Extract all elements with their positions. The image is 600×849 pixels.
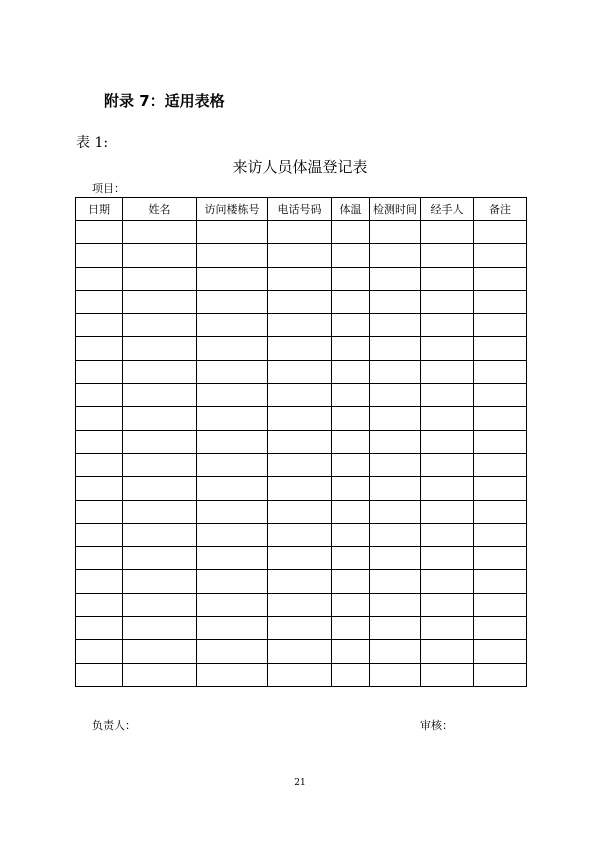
table-cell <box>421 290 474 313</box>
table-cell <box>370 244 421 267</box>
column-header-temperature: 体温 <box>332 198 370 221</box>
table-cell <box>474 221 527 244</box>
table-cell <box>474 360 527 383</box>
table-cell <box>76 384 123 407</box>
table-cell <box>474 570 527 593</box>
table-cell <box>197 337 268 360</box>
visitor-temperature-register-table <box>75 197 527 687</box>
table-cell <box>474 290 527 313</box>
table-cell <box>421 337 474 360</box>
table-row <box>76 547 527 570</box>
table-cell <box>197 430 268 453</box>
table-cell <box>268 267 332 290</box>
table-cell <box>197 221 268 244</box>
responsible-person-label: 负责人： <box>92 719 136 732</box>
table-cell <box>197 547 268 570</box>
table-body <box>76 221 527 687</box>
table-cell <box>332 663 370 686</box>
table-cell <box>197 477 268 500</box>
table-cell <box>332 360 370 383</box>
table-row <box>76 663 527 686</box>
table-cell <box>268 290 332 313</box>
table-cell <box>421 221 474 244</box>
table-cell <box>332 523 370 546</box>
table-cell <box>332 384 370 407</box>
table-cell <box>332 570 370 593</box>
table-cell <box>421 267 474 290</box>
table-cell <box>268 453 332 476</box>
table-cell <box>474 523 527 546</box>
table-cell <box>197 663 268 686</box>
table-cell <box>421 570 474 593</box>
table-cell <box>332 617 370 640</box>
table-cell <box>370 570 421 593</box>
table-cell <box>268 244 332 267</box>
table-cell <box>474 617 527 640</box>
table-cell <box>474 547 527 570</box>
table-cell <box>197 267 268 290</box>
table-header-row <box>76 198 527 221</box>
table-cell <box>197 244 268 267</box>
table-cell <box>421 547 474 570</box>
table-cell <box>370 360 421 383</box>
table-cell <box>268 547 332 570</box>
table-cell <box>268 337 332 360</box>
table-cell <box>474 430 527 453</box>
table-row <box>76 500 527 523</box>
table-cell <box>197 523 268 546</box>
table-cell <box>76 500 123 523</box>
table-cell <box>370 617 421 640</box>
column-header-name: 姓名 <box>123 198 197 221</box>
table-cell <box>474 477 527 500</box>
table-cell <box>332 477 370 500</box>
column-header-handler: 经手人 <box>421 198 474 221</box>
table-row <box>76 617 527 640</box>
table-cell <box>268 593 332 616</box>
table-cell <box>123 314 197 337</box>
table-cell <box>123 640 197 663</box>
table-cell <box>421 453 474 476</box>
table-row <box>76 477 527 500</box>
table-cell <box>76 593 123 616</box>
table-cell <box>76 617 123 640</box>
page-number: 21 <box>294 778 306 788</box>
table-cell <box>76 360 123 383</box>
table-cell <box>123 523 197 546</box>
table-cell <box>370 523 421 546</box>
table-cell <box>123 430 197 453</box>
table-cell <box>332 407 370 430</box>
table-cell <box>197 384 268 407</box>
table-cell <box>268 221 332 244</box>
table-cell <box>421 500 474 523</box>
table-cell <box>421 384 474 407</box>
table-cell <box>197 453 268 476</box>
table-cell <box>370 337 421 360</box>
table-row <box>76 570 527 593</box>
table-cell <box>268 570 332 593</box>
table-cell <box>76 523 123 546</box>
table-label: 表 1: <box>76 135 109 151</box>
table-cell <box>123 290 197 313</box>
table-cell <box>268 617 332 640</box>
table-cell <box>123 337 197 360</box>
table-cell <box>370 290 421 313</box>
table-cell <box>123 477 197 500</box>
table-cell <box>123 593 197 616</box>
appendix-title: 附录 7：适用表格 <box>104 92 225 110</box>
review-label: 审核： <box>420 719 453 732</box>
table-cell <box>370 407 421 430</box>
table-cell <box>76 547 123 570</box>
table-cell <box>474 407 527 430</box>
table-cell <box>421 360 474 383</box>
table-cell <box>197 360 268 383</box>
table-cell <box>332 500 370 523</box>
table-row <box>76 523 527 546</box>
table-cell <box>76 314 123 337</box>
table-cell <box>421 430 474 453</box>
column-header-phone: 电话号码 <box>268 198 332 221</box>
table-cell <box>123 221 197 244</box>
table-cell <box>123 453 197 476</box>
form-title: 来访人员体温登记表 <box>232 158 368 176</box>
table-cell <box>332 290 370 313</box>
table-cell <box>421 244 474 267</box>
table-cell <box>474 337 527 360</box>
table-cell <box>370 547 421 570</box>
table-cell <box>268 523 332 546</box>
table-cell <box>421 314 474 337</box>
table-cell <box>332 314 370 337</box>
table-cell <box>268 477 332 500</box>
table-cell <box>76 337 123 360</box>
table-cell <box>474 453 527 476</box>
table-row <box>76 407 527 430</box>
table-cell <box>370 430 421 453</box>
column-header-building: 访问楼栋号 <box>197 198 268 221</box>
table-cell <box>370 663 421 686</box>
table-cell <box>474 314 527 337</box>
table-cell <box>123 570 197 593</box>
table-cell <box>197 500 268 523</box>
table-cell <box>370 500 421 523</box>
table-cell <box>268 314 332 337</box>
table-cell <box>332 221 370 244</box>
table-cell <box>197 314 268 337</box>
table-cell <box>197 593 268 616</box>
table-cell <box>474 593 527 616</box>
table-cell <box>474 384 527 407</box>
table-row <box>76 430 527 453</box>
table-cell <box>123 360 197 383</box>
table-cell <box>268 500 332 523</box>
table-row <box>76 290 527 313</box>
table-row <box>76 221 527 244</box>
table-cell <box>76 407 123 430</box>
table-cell <box>332 640 370 663</box>
table-cell <box>370 267 421 290</box>
table-row <box>76 384 527 407</box>
table-cell <box>197 290 268 313</box>
table-cell <box>370 477 421 500</box>
table-cell <box>370 384 421 407</box>
table-row <box>76 267 527 290</box>
table-cell <box>76 453 123 476</box>
table-cell <box>76 477 123 500</box>
column-header-remarks: 备注 <box>474 198 527 221</box>
table-row <box>76 640 527 663</box>
table-cell <box>332 337 370 360</box>
table-cell <box>123 384 197 407</box>
table-cell <box>268 663 332 686</box>
table-cell <box>421 663 474 686</box>
table-cell <box>332 430 370 453</box>
table-row <box>76 337 527 360</box>
table-cell <box>332 453 370 476</box>
table-cell <box>370 314 421 337</box>
table-cell <box>421 477 474 500</box>
table-cell <box>268 360 332 383</box>
table-cell <box>370 453 421 476</box>
table-row <box>76 453 527 476</box>
table-cell <box>123 407 197 430</box>
table-cell <box>332 547 370 570</box>
table-cell <box>76 267 123 290</box>
table-cell <box>123 244 197 267</box>
table-row <box>76 314 527 337</box>
table-cell <box>123 267 197 290</box>
column-header-check-time: 检测时间 <box>370 198 421 221</box>
table-cell <box>474 244 527 267</box>
table-cell <box>474 267 527 290</box>
table-cell <box>268 640 332 663</box>
table-cell <box>332 593 370 616</box>
table-cell <box>76 221 123 244</box>
table-cell <box>123 617 197 640</box>
table-cell <box>268 407 332 430</box>
table-cell <box>370 640 421 663</box>
table-cell <box>421 617 474 640</box>
table-cell <box>332 244 370 267</box>
project-label: 项目： <box>92 182 125 195</box>
table-row <box>76 360 527 383</box>
table-cell <box>268 430 332 453</box>
table-cell <box>76 430 123 453</box>
table-cell <box>474 640 527 663</box>
table-cell <box>123 663 197 686</box>
column-header-date: 日期 <box>76 198 123 221</box>
table-cell <box>197 407 268 430</box>
table-cell <box>370 593 421 616</box>
table-cell <box>474 500 527 523</box>
table-cell <box>421 640 474 663</box>
table-cell <box>197 640 268 663</box>
table-cell <box>76 244 123 267</box>
table-cell <box>421 593 474 616</box>
table-cell <box>123 547 197 570</box>
table-cell <box>123 500 197 523</box>
table-cell <box>421 523 474 546</box>
table-cell <box>332 267 370 290</box>
table-cell <box>268 384 332 407</box>
table-cell <box>76 663 123 686</box>
table-cell <box>197 617 268 640</box>
table-cell <box>76 570 123 593</box>
table-cell <box>197 570 268 593</box>
table-cell <box>76 640 123 663</box>
table-cell <box>370 221 421 244</box>
table-cell <box>474 663 527 686</box>
table-row <box>76 593 527 616</box>
table-cell <box>421 407 474 430</box>
table-row <box>76 244 527 267</box>
table-cell <box>76 290 123 313</box>
